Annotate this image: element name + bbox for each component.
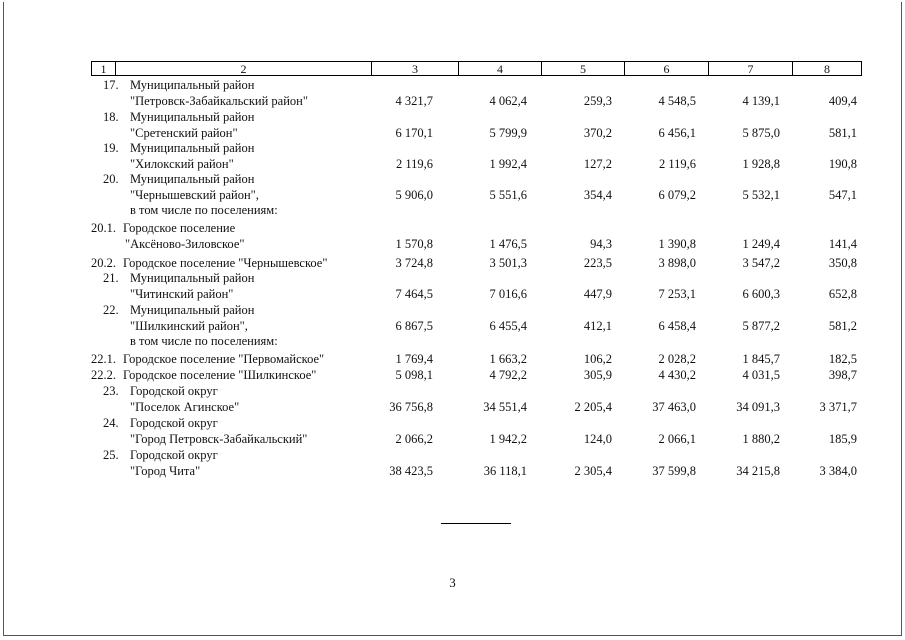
row-number: 22.2. xyxy=(91,368,116,382)
row-value-col-5: 127,2 xyxy=(583,156,612,171)
row-value-col-8: 182,5 xyxy=(828,352,857,366)
row-value-col-4: 4 792,2 xyxy=(489,368,527,382)
row-label: "Поселок Агинское" xyxy=(130,399,240,414)
row-value-col-8: 547,1 xyxy=(828,187,857,202)
row-value-col-5: 447,9 xyxy=(583,286,612,301)
row-value-col-3: 6 170,1 xyxy=(395,125,433,140)
row-value-col-3: 36 756,8 xyxy=(389,399,433,414)
header-col-3: 3 xyxy=(372,62,459,75)
row-value-col-6: 2 119,6 xyxy=(658,156,696,171)
row-value-col-5: 259,3 xyxy=(583,93,612,108)
row-value-col-5: 223,5 xyxy=(583,256,612,270)
row-label: "Город Петровск-Забайкальский" xyxy=(130,431,308,446)
row-value-col-5: 412,1 xyxy=(583,318,612,333)
row-label: Муниципальный район xyxy=(130,271,255,285)
header-col-6: 6 xyxy=(625,62,709,75)
row-value-col-6: 37 463,0 xyxy=(652,399,696,414)
row-value-col-3: 1 769,4 xyxy=(395,352,433,366)
row-label: "Петровск-Забайкальский район" xyxy=(130,93,308,108)
row-label: "Город Чита" xyxy=(130,463,201,478)
row-number: 21. xyxy=(103,271,119,285)
row-label: Городской округ xyxy=(130,384,218,398)
row-value-col-6: 6 456,1 xyxy=(658,125,696,140)
row-number: 23. xyxy=(103,384,119,398)
row-value-col-6: 4 430,2 xyxy=(658,368,696,382)
row-value-col-7: 5 875,0 xyxy=(742,125,780,140)
row-value-col-5: 354,4 xyxy=(583,187,612,202)
row-label: "Чернышевский район", xyxy=(130,187,259,202)
header-col-1: 1 xyxy=(92,62,116,75)
row-label: Городское поселение "Чернышевское" xyxy=(123,256,328,270)
row-value-col-4: 4 062,4 xyxy=(489,93,527,108)
row-value-col-3: 1 570,8 xyxy=(395,236,433,251)
row-value-col-3: 38 423,5 xyxy=(389,463,433,478)
row-value-col-7: 4 139,1 xyxy=(742,93,780,108)
row-label: "Шилкинский район", xyxy=(130,318,248,333)
row-value-col-4: 6 455,4 xyxy=(489,318,527,333)
header-col-4: 4 xyxy=(459,62,542,75)
row-value-col-3: 7 464,5 xyxy=(395,286,433,301)
row-number: 18. xyxy=(103,110,119,124)
row-label: Муниципальный район xyxy=(130,303,255,317)
row-value-col-6: 2 066,1 xyxy=(658,431,696,446)
row-value-col-7: 34 215,8 xyxy=(736,463,780,478)
row-value-col-4: 7 016,6 xyxy=(489,286,527,301)
row-value-col-3: 6 867,5 xyxy=(395,318,433,333)
row-value-col-7: 1 249,4 xyxy=(742,236,780,251)
row-value-col-7: 6 600,3 xyxy=(742,286,780,301)
row-value-col-3: 4 321,7 xyxy=(395,93,433,108)
row-value-col-8: 398,7 xyxy=(828,368,857,382)
row-value-col-6: 4 548,5 xyxy=(658,93,696,108)
row-value-col-8: 581,2 xyxy=(828,318,857,333)
row-value-col-5: 2 205,4 xyxy=(574,399,612,414)
row-value-col-4: 5 799,9 xyxy=(489,125,527,140)
row-value-col-8: 141,4 xyxy=(828,236,857,251)
row-number: 20.2. xyxy=(91,256,116,270)
row-value-col-8: 185,9 xyxy=(828,431,857,446)
row-value-col-6: 3 898,0 xyxy=(658,256,696,270)
row-number: 22. xyxy=(103,303,119,317)
row-label: в том числе по поселениям: xyxy=(130,334,278,348)
row-label: "Сретенский район" xyxy=(130,125,238,140)
row-value-col-5: 2 305,4 xyxy=(574,463,612,478)
row-value-col-5: 124,0 xyxy=(583,431,612,446)
row-label: Городское поселение xyxy=(123,221,236,235)
row-value-col-5: 106,2 xyxy=(583,352,612,366)
row-value-col-7: 1 845,7 xyxy=(742,352,780,366)
row-label: в том числе по поселениям: xyxy=(130,203,278,217)
row-value-col-6: 6 079,2 xyxy=(658,187,696,202)
row-value-col-8: 190,8 xyxy=(828,156,857,171)
row-value-col-5: 305,9 xyxy=(583,368,612,382)
row-label: Муниципальный район xyxy=(130,141,255,155)
row-number: 25. xyxy=(103,448,119,462)
row-number: 22.1. xyxy=(91,352,116,366)
row-value-col-8: 409,4 xyxy=(828,93,857,108)
row-number: 20.1. xyxy=(91,221,116,235)
row-label: "Аксёново-Зиловское" xyxy=(125,236,245,251)
row-value-col-5: 94,3 xyxy=(590,236,612,251)
row-label: Городской округ xyxy=(130,448,218,462)
row-value-col-7: 4 031,5 xyxy=(742,368,780,382)
row-value-col-4: 1 476,5 xyxy=(489,236,527,251)
row-value-col-4: 5 551,6 xyxy=(489,187,527,202)
row-value-col-4: 1 992,4 xyxy=(489,156,527,171)
row-value-col-8: 350,8 xyxy=(828,256,857,270)
row-number: 17. xyxy=(103,78,119,92)
row-number: 20. xyxy=(103,172,119,186)
row-value-col-3: 5 906,0 xyxy=(395,187,433,202)
row-value-col-4: 3 501,3 xyxy=(489,256,527,270)
row-value-col-5: 370,2 xyxy=(583,125,612,140)
row-value-col-6: 1 390,8 xyxy=(658,236,696,251)
row-label: Городское поселение "Первомайское" xyxy=(123,352,325,366)
divider-line xyxy=(441,523,511,524)
row-label: Муниципальный район xyxy=(130,78,255,92)
row-label: Городской округ xyxy=(130,416,218,430)
header-col-2: 2 xyxy=(116,62,372,75)
row-value-col-6: 2 028,2 xyxy=(658,352,696,366)
row-value-col-7: 3 547,2 xyxy=(742,256,780,270)
row-value-col-8: 652,8 xyxy=(828,286,857,301)
row-value-col-3: 2 119,6 xyxy=(395,156,433,171)
row-value-col-3: 5 098,1 xyxy=(395,368,433,382)
row-value-col-3: 2 066,2 xyxy=(395,431,433,446)
row-number: 19. xyxy=(103,141,119,155)
header-col-7: 7 xyxy=(709,62,793,75)
header-col-5: 5 xyxy=(542,62,625,75)
row-value-col-3: 3 724,8 xyxy=(395,256,433,270)
row-value-col-8: 3 371,7 xyxy=(819,399,857,414)
row-value-col-4: 34 551,4 xyxy=(483,399,527,414)
row-label: Городское поселение "Шилкинское" xyxy=(123,368,317,382)
page-number: 3 xyxy=(449,575,456,590)
row-value-col-8: 581,1 xyxy=(828,125,857,140)
row-number: 24. xyxy=(103,416,119,430)
row-value-col-7: 1 928,8 xyxy=(742,156,780,171)
row-label: Муниципальный район xyxy=(130,110,255,124)
row-value-col-6: 37 599,8 xyxy=(652,463,696,478)
table-header xyxy=(91,61,862,76)
header-col-8: 8 xyxy=(824,62,830,76)
row-label: "Читинский район" xyxy=(130,286,234,301)
row-value-col-7: 34 091,3 xyxy=(736,399,780,414)
row-value-col-4: 36 118,1 xyxy=(483,463,527,478)
row-value-col-7: 5 532,1 xyxy=(742,187,780,202)
row-value-col-4: 1 942,2 xyxy=(489,431,527,446)
row-value-col-8: 3 384,0 xyxy=(819,463,857,478)
row-value-col-7: 5 877,2 xyxy=(742,318,780,333)
row-value-col-6: 7 253,1 xyxy=(658,286,696,301)
row-value-col-6: 6 458,4 xyxy=(658,318,696,333)
row-label: "Хилокский район" xyxy=(130,156,234,171)
row-label: Муниципальный район xyxy=(130,172,255,186)
row-value-col-7: 1 880,2 xyxy=(742,431,780,446)
row-value-col-4: 1 663,2 xyxy=(489,352,527,366)
